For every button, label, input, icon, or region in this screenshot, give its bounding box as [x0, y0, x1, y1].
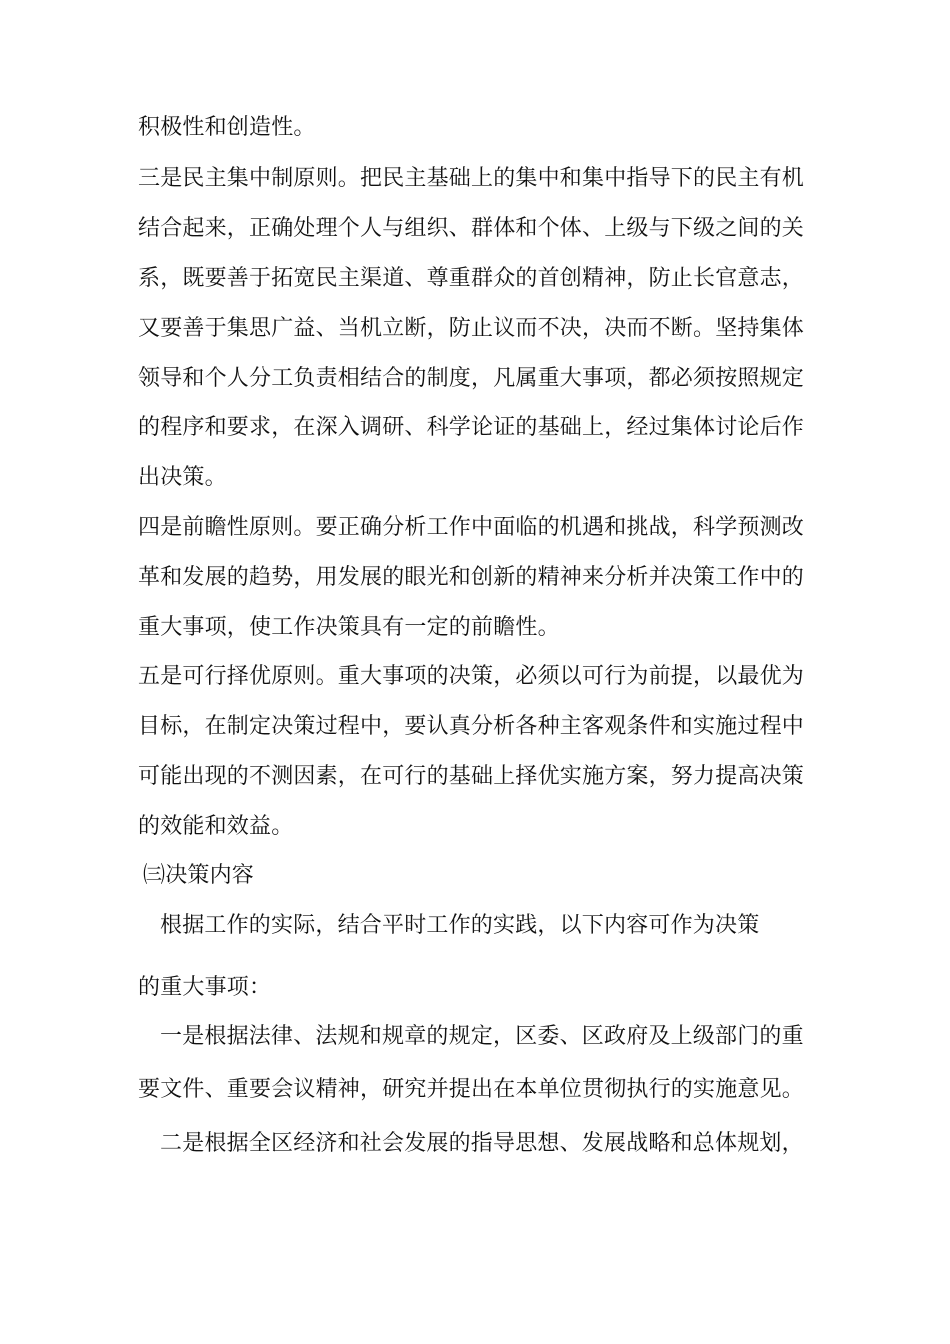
paragraph-line: 的程序和要求，在深入调研、科学论证的基础上，经过集体讨论后作 — [138, 415, 805, 440]
paragraph-line: 又要善于集思广益、当机立断，防止议而不决，决而不断。坚持集体 — [138, 316, 805, 341]
paragraph-line: 一是根据法律、法规和规章的规定，区委、区政府及上级部门的重 — [160, 1024, 804, 1049]
paragraph-line: 重大事项，使工作决策具有一定的前瞻性。 — [138, 615, 560, 640]
paragraph-line: 二是根据全区经济和社会发展的指导思想、发展战略和总体规划， — [160, 1131, 804, 1156]
paragraph-line: 要文件、重要会议精神，研究并提出在本单位贯彻执行的实施意见。 — [138, 1077, 805, 1102]
paragraph-line: 五是可行择优原则。重大事项的决策，必须以可行为前提，以最优为 — [138, 664, 805, 689]
paragraph-line: 系，既要善于拓宽民主渠道、尊重群众的首创精神，防止长官意志， — [138, 266, 805, 291]
paragraph-line: 目标，在制定决策过程中，要认真分析各种主客观条件和实施过程中 — [138, 714, 805, 739]
section-heading: ㈢决策内容 — [143, 863, 255, 888]
paragraph-line: 的重大事项： — [138, 975, 272, 1000]
paragraph-line: 积极性和创造性。 — [138, 115, 316, 140]
paragraph-line: 的效能和效益。 — [138, 814, 294, 839]
paragraph-line: 领导和个人分工负责相结合的制度，凡属重大事项，都必须按照规定 — [138, 366, 805, 391]
paragraph-line: 结合起来，正确处理个人与组织、群体和个体、上级与下级之间的关 — [138, 216, 805, 241]
paragraph-line: 出决策。 — [138, 465, 227, 490]
paragraph-line: 革和发展的趋势，用发展的眼光和创新的精神来分析并决策工作中的 — [138, 565, 805, 590]
paragraph-line: 四是前瞻性原则。要正确分析工作中面临的机遇和挑战，科学预测改 — [138, 515, 805, 540]
paragraph-line: 可能出现的不测因素，在可行的基础上择优实施方案，努力提高决策 — [138, 764, 805, 789]
paragraph-line: 三是民主集中制原则。把民主基础上的集中和集中指导下的民主有机 — [138, 166, 805, 191]
paragraph-line: 根据工作的实际，结合平时工作的实践，以下内容可作为决策 — [160, 913, 760, 938]
